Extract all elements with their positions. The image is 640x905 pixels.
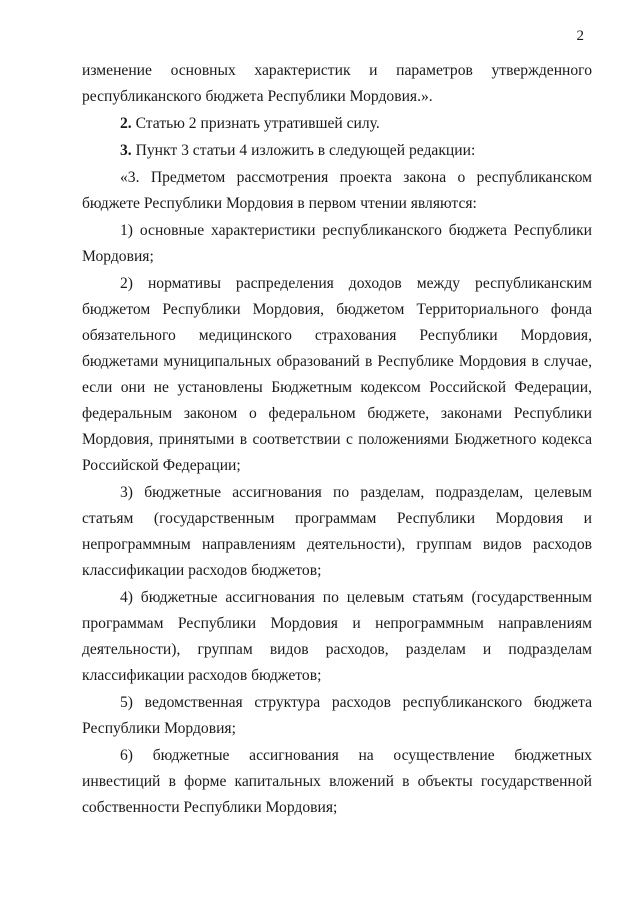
paragraph-text: Статью 2 признать утратившей силу. <box>131 115 380 132</box>
item-number: 2. <box>120 115 132 132</box>
page-number: 2 <box>576 28 584 44</box>
paragraph-clause-3: «3. Предметом рассмотрения проекта закона о республиканском бюджете Республики Мордовия в первом чтении являются: <box>82 169 592 212</box>
list-item-4: 4) бюджетные ассигнования по целевым статьям (государственным программам Республики Мордовия и непрограммным направлениям деятельности), группам видов расходов, разделам и подразделам классификации расходов бюджетов; <box>82 589 592 684</box>
paragraph-item-3 <box>82 138 592 164</box>
list-item-3: 3) бюджетные ассигнования по разделам, подразделам, целевым статьям (государственным программам Республики Мордовия и непрограммным направлениям деятельности), группам видов расходов классификации расходов бюджетов; <box>82 484 592 579</box>
paragraph-text: Пункт 3 статьи 4 изложить в следующей редакции: <box>131 142 476 159</box>
list-item-5: 5) ведомственная структура расходов республиканского бюджета Республики Мордовия; <box>82 694 592 737</box>
document-body <box>82 58 592 822</box>
item-number: 3. <box>120 142 132 159</box>
list-item-1: 1) основные характеристики республиканского бюджета Республики Мордовия; <box>82 222 592 265</box>
list-item-6: 6) бюджетные ассигнования на осуществление бюджетных инвестиций в форме капитальных вложений в объекты государственной собственности Республики Мордовия; <box>82 747 592 816</box>
paragraph-continuation: изменение основных характеристик и параметров утвержденного республиканского бюджета Республики Мордовия.». <box>82 62 592 105</box>
list-item-2: 2) нормативы распределения доходов между республиканским бюджетом Республики Мордовия, бюджетом Территориального фонда обязательного медицинского страхования Республики Мордовия, бюджетами муниципальных образований в Республике Мордовия в случае, если они не установлены Бюджетным кодексом Российской Федерации, федеральным законом о федеральном бюджете, законами Республики Мордовия, принятыми в соответствии с положениями Бюджетного кодекса Российской Федерации; <box>82 275 592 474</box>
paragraph-item-2 <box>82 111 592 137</box>
